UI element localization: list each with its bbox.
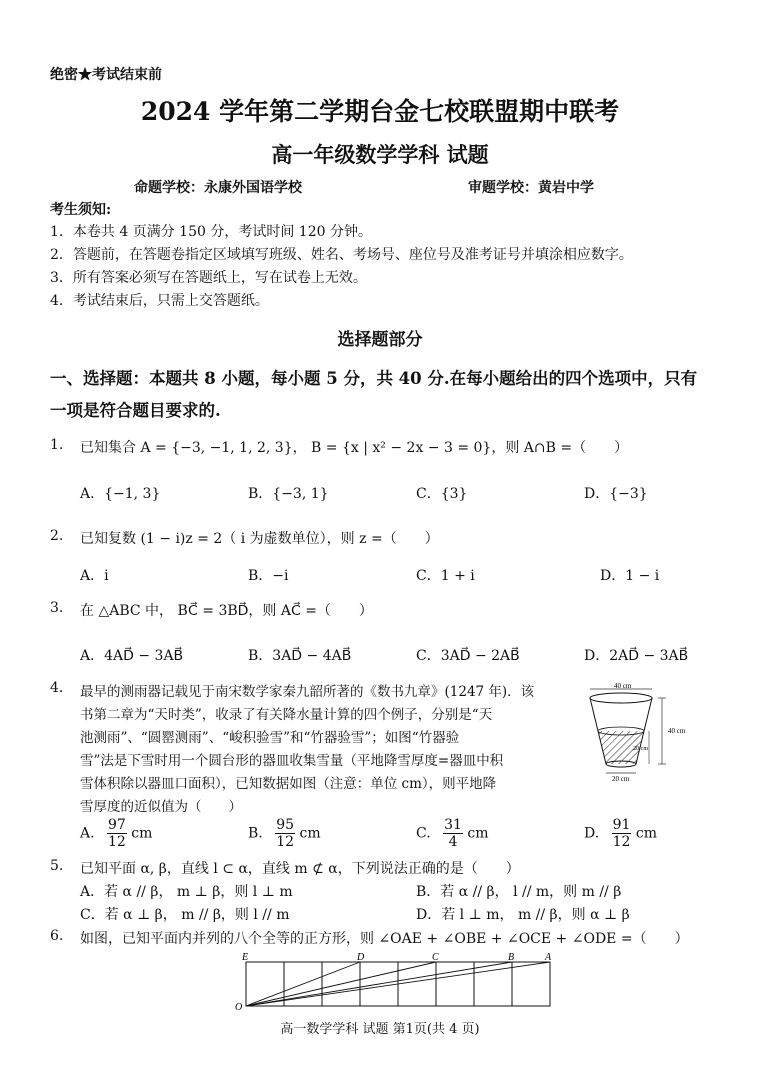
fraction [612, 817, 632, 850]
option-c: C．3AD⃗ − 2AB⃗ [416, 648, 520, 664]
question-stem-line: 书第二章为“天时类”，收录了有关降水量计算的四个例子，分别是“天 [80, 707, 493, 723]
reviewer-school: 审题学校：黄岩中学 [468, 180, 594, 196]
option-b: B．{−3, 1} [248, 486, 329, 502]
question-number: 2. [50, 528, 64, 544]
question-number: 5. [50, 858, 64, 874]
question-stem: 已知集合 A = {−3, −1, 1, 2, 3}， B = {x | x² − 2x − 3 = 0}，则 A∩B =（ ） [80, 440, 629, 456]
point-label-a: A [545, 952, 552, 963]
option-a: A．{−1, 3} [80, 486, 161, 502]
option-d: D．若 l ⊥ m， m // β，则 α ⊥ β [416, 907, 630, 923]
option-d: D．2AD⃗ − 3AB⃗ [584, 648, 689, 664]
fraction [275, 817, 295, 850]
ray-ob [246, 962, 512, 1006]
eight-squares-figure [232, 950, 562, 1012]
page-footer: 高一数学学科 试题 第1页(共 4 页) [280, 1022, 480, 1037]
fraction-denominator: 12 [612, 834, 631, 850]
question-number: 1. [50, 437, 64, 453]
fraction-denominator: 12 [108, 834, 126, 850]
point-label-d: D [357, 952, 365, 963]
unit: cm [467, 825, 489, 842]
notice-item: 1．本卷共 4 页满分 150 分，考试时间 120 分钟。 [50, 224, 372, 240]
fig-top-label: 40 cm [614, 682, 632, 690]
frustum-container-figure [582, 680, 700, 784]
point-label-b: B [508, 952, 515, 963]
option-a: A．若 α // β， m ⊥ β，则 l ⊥ m [80, 884, 293, 900]
option-c: C．1 + i [416, 568, 475, 584]
notice-item: 4．考试结束后，只需上交答题纸。 [50, 293, 269, 309]
option-b: B．3AD⃗ − 4AB⃗ [248, 648, 352, 664]
option-c [416, 817, 489, 850]
option-c: C．{3} [416, 486, 468, 502]
exam-title: 2024 学年第二学期台金七校联盟期中联考 [140, 97, 620, 126]
unit: cm [299, 825, 321, 842]
question-stem-line: 雪”法是下雪时用一个圆台形的器皿收集雪量（平地降雪厚度=器皿中积 [80, 753, 504, 769]
part-heading-line2: 一项是符合题目要求的. [50, 401, 221, 420]
option-label: D. [584, 825, 600, 842]
option-b: B．若 α // β， l // m，则 m // β [416, 884, 622, 900]
fraction-numerator: 91 [612, 817, 631, 833]
option-label: B. [248, 825, 263, 842]
unit: cm [131, 825, 153, 842]
setter-school: 命题学校：永康外国语学校 [134, 180, 302, 196]
part-heading-line1: 一、选择题：本题共 8 小题，每小题 5 分，共 40 分.在每小题给出的四个选项中，只有 [50, 369, 698, 388]
option-label: C. [416, 825, 431, 842]
fraction-denominator: 4 [448, 834, 458, 850]
confidential-label: 绝密★考试结束前 [50, 67, 162, 83]
fig-height-label: 40 cm [668, 727, 686, 735]
fraction-numerator: 95 [276, 817, 295, 833]
point-label-e: E [242, 952, 249, 963]
question-stem-line: 最早的测雨器记载见于南宋数学家秦九韶所著的《数书九章》(1247 年)．该 [80, 684, 535, 700]
option-d: D．1 − i [600, 568, 660, 584]
point-label-c: C [432, 952, 439, 963]
fraction-numerator: 97 [108, 817, 126, 833]
section-title: 选择题部分 [337, 330, 423, 350]
question-number: 4. [50, 680, 64, 696]
question-number: 3. [50, 600, 64, 616]
question-number: 6. [50, 928, 64, 944]
question-stem: 在 △ABC 中， BC⃗ = 3BD⃗，则 AC⃗ =（ ） [80, 603, 373, 619]
option-a: A．4AD⃗ − 3AB⃗ [80, 648, 184, 664]
notice-item: 3．所有答案必须写在答题纸上，写在试卷上无效。 [50, 270, 367, 286]
point-label-o: O [235, 1002, 243, 1012]
fig-bottom-label: 20 cm [612, 775, 630, 783]
fraction-numerator: 31 [444, 817, 462, 833]
option-label: A. [80, 825, 95, 842]
option-d [584, 817, 657, 850]
unit: cm [635, 825, 658, 842]
question-stem: 已知平面 α, β，直线 l ⊂ α，直线 m ⊄ α，下列说法正确的是（ ） [80, 861, 520, 877]
question-stem: 已知复数 (1 − i)z = 2（ i 为虚数单位），则 z =（ ） [80, 531, 439, 547]
fraction [107, 817, 127, 850]
fraction-denominator: 12 [276, 834, 295, 850]
option-c: C．若 α ⊥ β， m // β，则 l // m [80, 907, 290, 923]
notice-item: 2．答题前，在答题卷指定区域填写班级、姓名、考场号、座位号及准考证号并填涂相应数字。 [50, 247, 633, 263]
exam-subtitle: 高一年级数学学科 试题 [271, 142, 489, 167]
question-stem: 如图，已知平面内并列的八个全等的正方形，则 ∠OAE + ∠OBE + ∠OCE + ∠ODE =（ ） [80, 931, 689, 947]
question-stem-line: 池测雨”、“圆罂测雨”、“峻积验雪”和“竹器验雪”；如图“竹器验 [80, 730, 460, 746]
option-d: D．{−3} [584, 486, 648, 502]
notice-heading: 考生须知: [50, 202, 112, 218]
fig-snow-label: 20 cm [633, 746, 648, 752]
question-stem-line: 雪体积除以器皿口面积），已知数据如图（注意：单位 cm），则平地降 [80, 776, 497, 792]
ray-oc [246, 962, 436, 1006]
fraction [443, 817, 463, 850]
option-a: A．i [80, 568, 109, 584]
option-b: B．−i [248, 568, 289, 584]
option-b [248, 817, 321, 850]
option-a [80, 817, 152, 850]
question-stem-line: 雪厚度的近似值为（ ） [80, 799, 242, 815]
